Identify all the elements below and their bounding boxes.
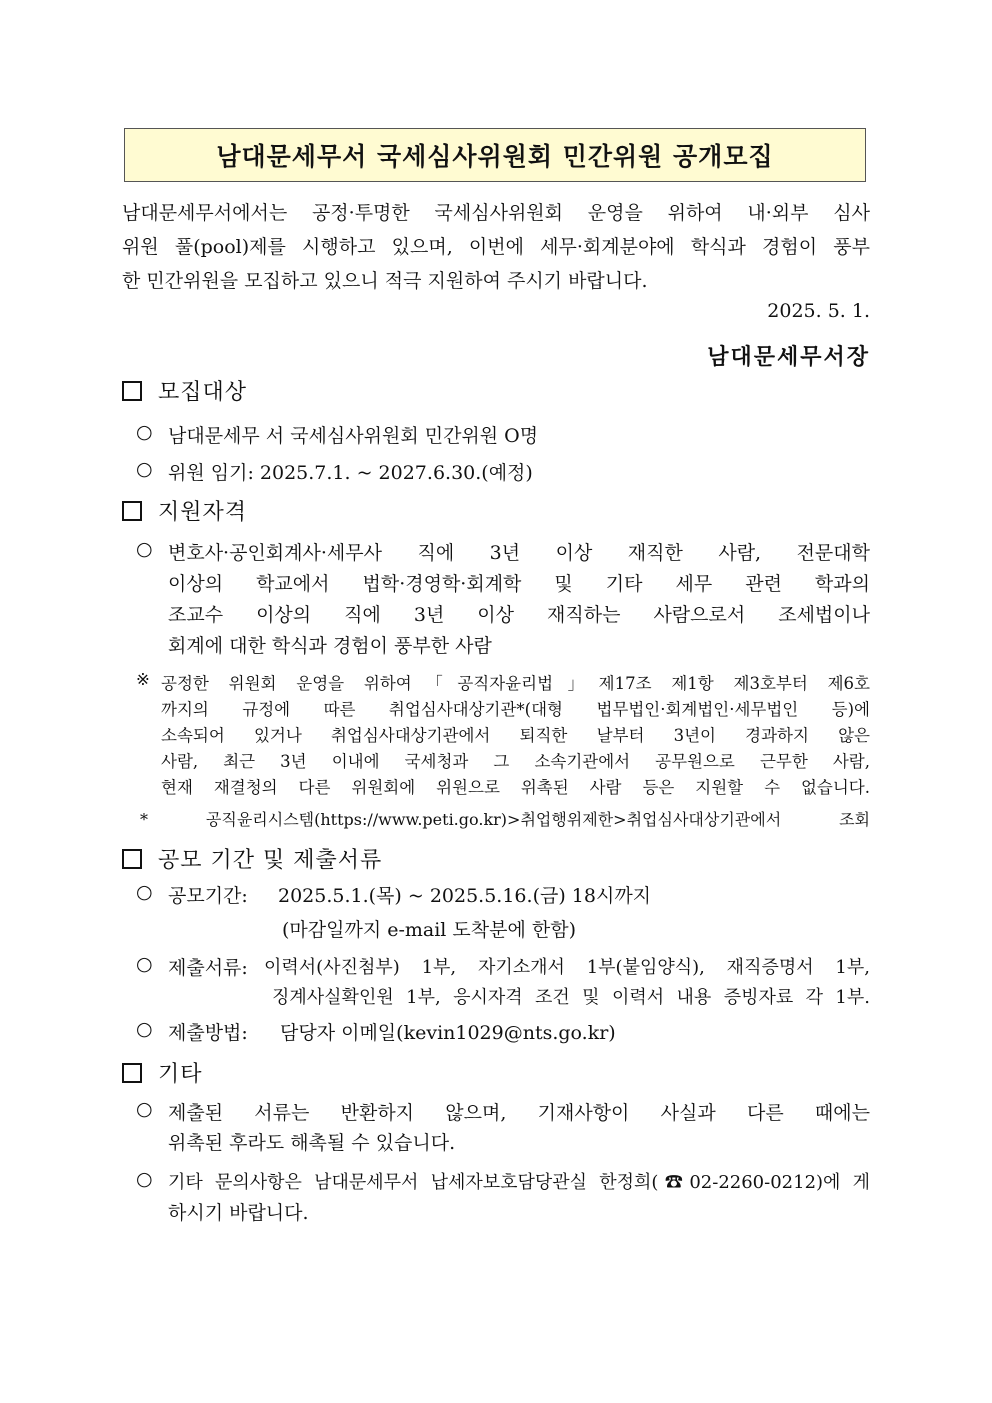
circle-bullet-icon: ○ xyxy=(136,421,153,443)
circle-bullet-icon: ○ xyxy=(136,953,153,975)
section-other xyxy=(122,1057,203,1088)
circle-bullet-icon: ○ xyxy=(136,1018,153,1040)
issue-date: 2025. 5. 1. xyxy=(767,300,870,322)
section-heading: 공모 기간 및 제출서류 xyxy=(158,848,383,873)
checkbox-square-icon xyxy=(122,381,142,401)
other-line: 제출된 서류는 반환하지 않으며, 기재사항이 사실과 다른 때에는 xyxy=(168,1102,870,1124)
checkbox-square-icon xyxy=(122,849,142,869)
period-note: (마감일까지 e-mail 도착분에 한함) xyxy=(282,919,577,941)
section-recruitment-target xyxy=(122,375,247,406)
period-label: 공모기간: xyxy=(168,885,248,907)
section-period-documents xyxy=(122,843,382,874)
intro-line-2: 위원 풀(pool)제를 시행하고 있으며, 이번에 세무·회계분야에 학식과 경험이 풍부 xyxy=(122,236,870,258)
circle-bullet-icon: ○ xyxy=(136,538,153,560)
other-line: 위촉된 후라도 해촉될 수 있습니다. xyxy=(168,1132,456,1154)
intro-line-3: 한 민간위원을 모집하고 있으니 적극 지원하여 주시기 바랍니다. xyxy=(122,270,648,292)
checkbox-square-icon xyxy=(122,501,142,521)
circle-bullet-icon: ○ xyxy=(136,458,153,480)
method-value: 담당자 이메일(kevin1029@nts.go.kr) xyxy=(280,1022,616,1044)
circle-bullet-icon: ○ xyxy=(136,1168,153,1190)
other-line: 하시기 바랍니다. xyxy=(168,1202,309,1224)
documents-line: 이력서(사진첨부) 1부, 자기소개서 1부(붙임양식), 재직증명서 1부, xyxy=(264,957,870,978)
period-value: 2025.5.1.(목) ~ 2025.5.16.(금) 18시까지 xyxy=(278,885,652,907)
footnote: * 공직윤리시스템(https://www.peti.go.kr)>취업행위제한>취업심사대상기관에서 조회 xyxy=(140,810,870,829)
documents-line: 징계사실확인원 1부, 응시자격 조건 및 이력서 내용 증빙자료 각 1부. xyxy=(272,987,870,1008)
qualification-line: 회계에 대한 학식과 경험이 풍부한 사람 xyxy=(168,635,492,657)
section-heading: 지원자격 xyxy=(158,500,248,525)
section-heading: 모집대상 xyxy=(158,380,248,405)
note-mark: ※ xyxy=(136,670,150,689)
note-line: 사람, 최근 3년 이내에 국세청과 그 소속기관에서 공무원으로 근무한 사람, xyxy=(161,752,870,771)
qualification-line: 변호사·공인회계사·세무사 직에 3년 이상 재직한 사람, 전문대학 xyxy=(168,542,870,564)
intro-line-1: 남대문세무서에서는 공정·투명한 국세심사위원회 운영을 위하여 내·외부 심사 xyxy=(122,202,870,224)
list-item: 위원 임기: 2025.7.1. ~ 2027.6.30.(예정) xyxy=(168,462,533,484)
note-line: 공정한 위원회 운영을 위하여「공직자윤리법」제17조 제1항 제3호부터 제6호 xyxy=(161,674,870,693)
other-line: 기타 문의사항은 남대문세무서 납세자보호담당관실 한정희(☎02-2260-0212)에 게 xyxy=(168,1172,870,1193)
section-qualification xyxy=(122,495,247,526)
documents-label: 제출서류: xyxy=(168,957,248,979)
qualification-line: 이상의 학교에서 법학·경영학·회계학 및 기타 세무 관련 학과의 xyxy=(168,573,870,595)
circle-bullet-icon: ○ xyxy=(136,881,153,903)
intro-paragraph xyxy=(122,196,870,298)
signer: 남대문세무서장 xyxy=(707,344,870,370)
qualification-line: 조교수 이상의 직에 3년 이상 재직하는 사람으로서 조세법이나 xyxy=(168,604,870,626)
document-title: 남대문세무서 국세심사위원회 민간위원 공개모집 xyxy=(124,128,866,182)
note-line: 현재 재결청의 다른 위원회에 위원으로 위촉된 사람 등은 지원할 수 없습니다. xyxy=(161,778,870,797)
section-heading: 기타 xyxy=(158,1062,203,1087)
circle-bullet-icon: ○ xyxy=(136,1098,153,1120)
list-item: 남대문세무 서 국세심사위원회 민간위원 O명 xyxy=(168,425,539,447)
checkbox-square-icon xyxy=(122,1063,142,1083)
note-line: 소속되어 있거나 취업심사대상기관에서 퇴직한 날부터 3년이 경과하지 않은 xyxy=(161,726,870,745)
note-line: 까지의 규정에 따른 취업심사대상기관*(대형 법무법인·회계법인·세무법인 등)에 xyxy=(161,700,870,719)
method-label: 제출방법: xyxy=(168,1022,248,1044)
